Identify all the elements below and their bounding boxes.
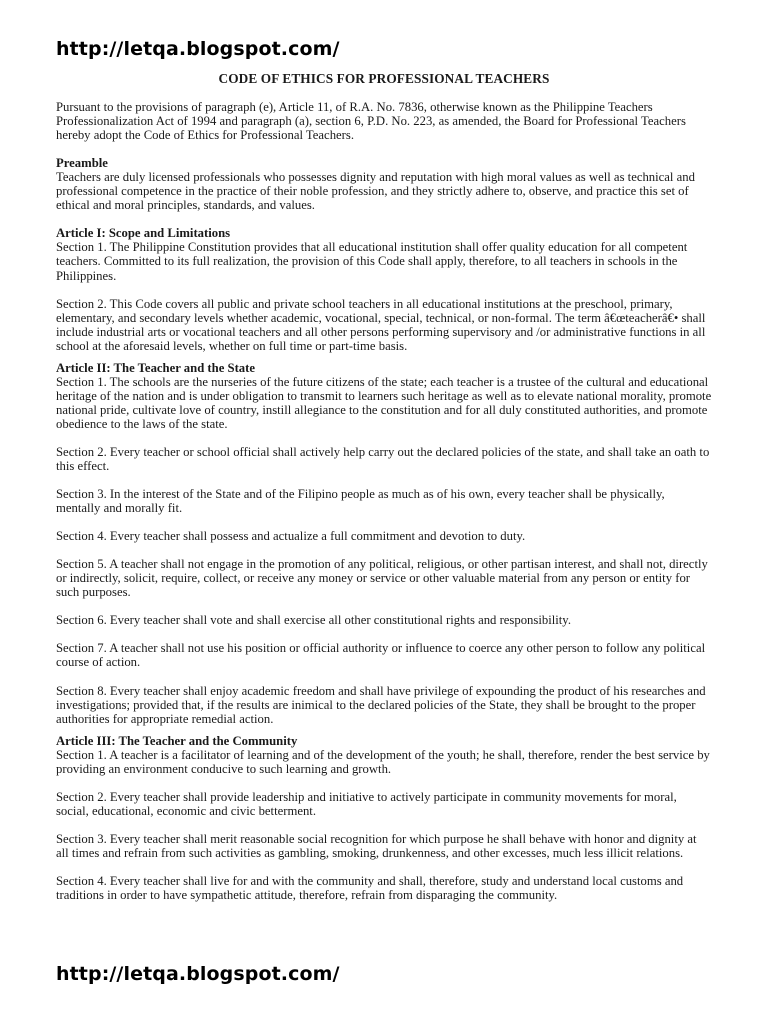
article-section: Section 2. Every teacher shall provide leadership and initiative to actively participate in community movements for moral, social, educational, economic and civic betterment. [56, 789, 677, 818]
article-section: Section 2. This Code covers all public and private school teachers in all educational institutions at the preschool, primary, elementary, and secondary levels whether academic, vocational, special, technical, or non-formal. The term â€œteacherâ€• shall include industrial arts or vocational teachers and all other persons performing supervisory and /or administrative functions in all school at the aforesaid levels, whether on full time or part-time basis. [56, 296, 706, 353]
article-section: Section 3. In the interest of the State and of the Filipino people as much as of his own, every teacher shall be physically, mentally and morally fit. [56, 487, 665, 516]
article-section: Section 4. Every teacher shall live for and with the community and shall, therefore, study and understand local customs and traditions in order to have sympathetic attitude, therefore, refrain from disparaging the community. [56, 873, 684, 903]
preamble-section [56, 156, 712, 212]
article-1 [56, 226, 712, 352]
article-heading: Article II: The Teacher and the State [56, 360, 255, 375]
article-section: Section 1. The schools are the nurseries of the future citizens of the state; each teacher is a trustee of the cultural and educational heritage of the nation and is under obligation to transmit to learners such heritage as well as to elevate national morality, promote national pride, cultivate love of country, instill allegiance to the constitution and for all duly constituted authorities, and promote obedience to the laws of the state. [56, 374, 712, 431]
document-body [56, 72, 712, 910]
article-heading: Article III: The Teacher and the Community [56, 733, 298, 748]
article-section: Section 6. Every teacher shall vote and shall exercise all other constitutional rights and responsibility. [56, 613, 571, 628]
preamble-heading: Preamble [56, 156, 108, 171]
article-section: Section 1. The Philippine Constitution provides that all educational institution shall offer quality education for all competent teachers. Committed to its full realization, the provision of this Code shall apply, therefore, to all teachers in schools in the Philippines. [56, 240, 688, 283]
intro-paragraph: Pursuant to the provisions of paragraph (e), Article 11, of R.A. No. 7836, otherwise known as the Philippine Teachers Professionalization Act of 1994 and paragraph (a), section 6, P.D. No. 223, as amended, the Board for Professional Teachers hereby adopt the Code of Ethics for Professional Teachers. [56, 100, 686, 143]
article-section: Section 7. A teacher shall not use his position or official authority or influence to coerce any other person to follow any political course of action. [56, 641, 706, 670]
article-section: Section 8. Every teacher shall enjoy academic freedom and shall have privilege of expounding the product of his researches and investigations; provided that, if the results are inimical to the declared policies of the State, they shall be brought to the proper authorities for appropriate remedial action. [56, 683, 706, 726]
article-3 [56, 734, 712, 902]
document-title: CODE OF ETHICS FOR PROFESSIONAL TEACHERS [218, 71, 550, 86]
article-section: Section 4. Every teacher shall possess and actualize a full commitment and devotion to duty. [56, 529, 526, 544]
article-section: Section 3. Every teacher shall merit reasonable social recognition for which purpose he shall behave with honor and dignity at all times and refrain from such activities as gambling, smoking, drunkenness, and other excesses, much less illicit relations. [56, 831, 697, 860]
footer-url-link[interactable]: http://letqa.blogspot.com/ [56, 963, 340, 985]
article-section: Section 2. Every teacher or school official shall actively help carry out the declared policies of the state, and shall take an oath to this effect. [56, 444, 710, 474]
article-section: Section 5. A teacher shall not engage in the promotion of any political, religious, or other partisan interest, and shall not, directly or indirectly, solicit, require, collect, or receive any money or service or other valuable material from any person or entity for such purposes. [56, 557, 708, 600]
article-section: Section 1. A teacher is a facilitator of learning and of the development of the youth; he shall, therefore, render the best service by providing an environment conducive to such learning and growth. [56, 747, 710, 776]
article-heading: Article I: Scope and Limitations [56, 226, 231, 241]
preamble-text: Teachers are duly licensed professionals who possesses dignity and reputation with high moral values as well as technical and professional competence in the practice of their noble profession, and they strictly adhere to, observe, and practice this set of ethical and moral principles, standards, and values. [56, 170, 695, 213]
header-url-link[interactable]: http://letqa.blogspot.com/ [56, 38, 340, 60]
article-2 [56, 361, 712, 726]
